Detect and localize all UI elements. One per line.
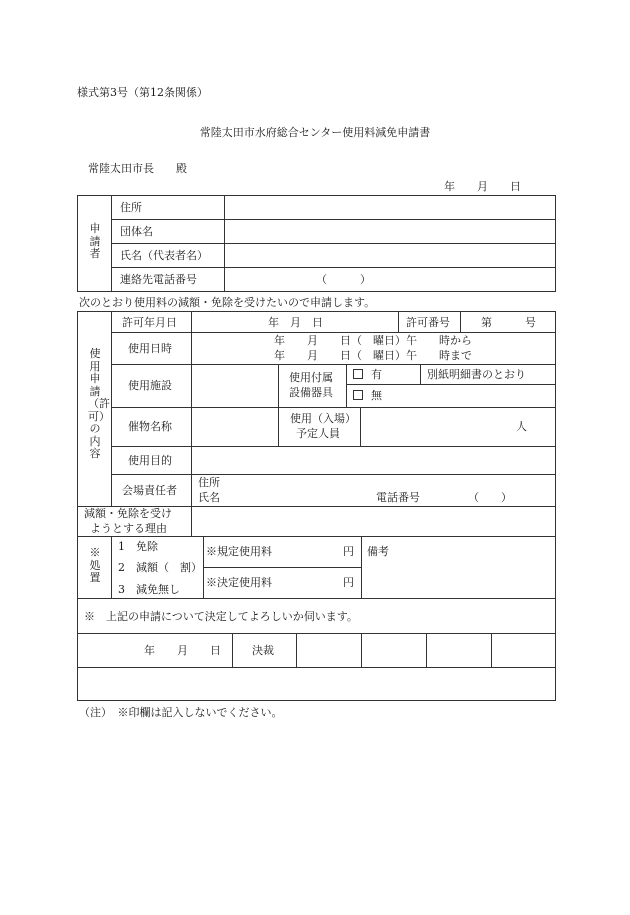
- reason-label-1: 減額・免除を受け: [84, 507, 172, 520]
- equipment-label-1: 使用付属: [289, 371, 333, 384]
- separate-sheet-note: 別紙明細書のとおり: [427, 368, 526, 381]
- option-yes-label: 有: [371, 368, 382, 381]
- permit-number-label: 許可番号: [406, 316, 450, 329]
- approval-stamp-box-4[interactable]: [492, 634, 555, 666]
- facility-field[interactable]: [192, 365, 277, 406]
- applicant-group-label: 団体名: [120, 225, 153, 238]
- attendance-label-1: 使用（入場）: [290, 412, 356, 425]
- usage-content-label: 使用申請（許可）の内容: [88, 347, 110, 460]
- applicant-name-field[interactable]: [225, 244, 555, 267]
- reason-label-2: ようとする理由: [90, 522, 167, 535]
- purpose-field[interactable]: [192, 447, 555, 473]
- approval-stamp-box-3[interactable]: [427, 634, 490, 666]
- applicant-phone-label: 連絡先電話番号: [120, 273, 197, 286]
- approval-stamp-box-1[interactable]: [297, 634, 360, 666]
- request-sentence: 次のとおり使用料の減額・免除を受けたいので申請します。: [79, 296, 376, 309]
- option-no-label: 無: [371, 389, 382, 402]
- event-name-label: 催物名称: [128, 420, 172, 433]
- manager-phone-label: 電話番号: [376, 491, 420, 504]
- reason-field[interactable]: [192, 507, 555, 535]
- use-datetime-to: 年 月 日（ 曜日）午 時まで: [274, 349, 472, 362]
- applicant-address-label: 住所: [120, 201, 142, 214]
- applicant-address-field[interactable]: [225, 196, 555, 219]
- permit-number-value: 第 号: [481, 316, 536, 329]
- approval-stamp-box-2[interactable]: [362, 634, 425, 666]
- permit-date-label: 許可年月日: [122, 316, 177, 329]
- decision-label: 決裁: [252, 644, 274, 657]
- manager-address-label: 住所: [198, 476, 220, 489]
- manager-label: 会場責任者: [122, 484, 177, 497]
- footnote: （注） ※印欄は記入しないでください。: [79, 706, 283, 719]
- manager-name-label: 氏名: [198, 491, 220, 504]
- equipment-yes-option[interactable]: [353, 368, 382, 381]
- event-name-field[interactable]: [192, 408, 277, 445]
- equipment-label-2: 設備器具: [289, 386, 333, 399]
- applicant-label: 申請者: [89, 222, 101, 260]
- use-datetime-label: 使用日時: [128, 342, 172, 355]
- fee-decided-label: ※決定使用料: [206, 576, 272, 589]
- fee-standard-yen: 円: [343, 545, 354, 558]
- applicant-group-field[interactable]: [225, 220, 555, 243]
- facility-label: 使用施設: [128, 379, 172, 392]
- disposition-option-2: 2 減額（ 割）: [118, 561, 202, 574]
- purpose-label: 使用目的: [128, 454, 172, 467]
- applicant-phone-paren: （ ）: [316, 273, 371, 286]
- disposition-option-1: 1 免除: [118, 540, 158, 553]
- approval-note: ※ 上記の申請について決定してよろしいか伺います。: [84, 610, 358, 623]
- date-line: 年 月 日: [444, 180, 521, 193]
- applicant-phone-field[interactable]: [225, 268, 555, 291]
- person-unit: 人: [516, 420, 527, 433]
- use-datetime-from: 年 月 日（ 曜日）午 時から: [274, 334, 472, 347]
- manager-phone-paren: （ ）: [468, 491, 512, 504]
- fee-decided-yen: 円: [343, 576, 354, 589]
- checkbox-icon: [353, 390, 363, 400]
- checkbox-icon: [353, 369, 363, 379]
- form-title: 常陸太田市水府総合センター使用料減免申請書: [199, 126, 431, 139]
- disposition-label: ※処置: [89, 546, 101, 584]
- form-number: 様式第3号（第12条関係）: [77, 86, 208, 99]
- disposition-option-3: 3 減免無し: [118, 583, 180, 596]
- attendance-label-2: 予定人員: [296, 427, 340, 440]
- remarks-label: 備考: [367, 545, 389, 558]
- permit-date-value: 年 月 日: [268, 316, 323, 329]
- approval-date: 年 月 日: [144, 644, 221, 657]
- addressee: 常陸太田市長 殿: [88, 162, 187, 175]
- fee-standard-label: ※規定使用料: [206, 545, 272, 558]
- equipment-no-option[interactable]: [353, 389, 382, 402]
- applicant-name-label: 氏名（代表者名）: [120, 249, 208, 262]
